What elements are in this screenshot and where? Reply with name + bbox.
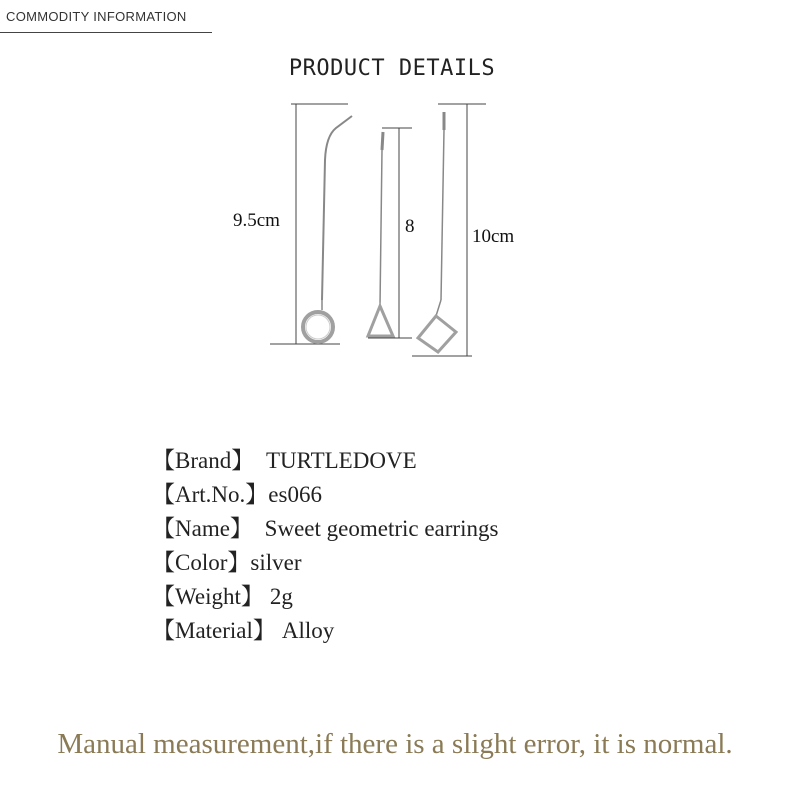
triangle-earring-icon [368, 132, 393, 336]
circle-earring-icon [303, 116, 352, 342]
circle-dimension-lines [270, 104, 348, 344]
spec-value: 2g [269, 584, 293, 609]
spec-key: 【Material】 [152, 618, 276, 643]
square-earring-length: 10cm [472, 226, 515, 247]
spec-value: TURTLEDOVE [260, 448, 417, 473]
spec-key: 【Color】 [152, 550, 251, 575]
circle-earring-length: 9.5cm [233, 210, 280, 231]
spec-value: silver [250, 550, 302, 575]
spec-row-brand [152, 444, 498, 478]
spec-key: 【Weight】 [152, 584, 264, 609]
square-earring-icon [418, 112, 456, 352]
page-title: PRODUCT DETAILS [288, 56, 496, 81]
product-specs [152, 444, 498, 648]
spec-value: es066 [268, 482, 322, 507]
spec-row-color [152, 546, 498, 580]
spec-key: 【Art.No.】 [152, 482, 269, 507]
spec-key: 【Name】 [152, 516, 253, 541]
spec-value: Sweet geometric earrings [258, 516, 499, 541]
header-label: COMMODITY INFORMATION [6, 9, 187, 24]
spec-row-weight [152, 580, 498, 614]
triangle-earring-length: 8 [405, 216, 415, 237]
measurement-note: Manual measurement,if there is a slight error, it is normal. [57, 728, 733, 760]
spec-value: Alloy [281, 618, 335, 643]
spec-row-art-no [152, 478, 498, 512]
spec-key: 【Brand】 [152, 448, 255, 473]
spec-row-material [152, 614, 498, 648]
spec-row-name [152, 512, 498, 546]
